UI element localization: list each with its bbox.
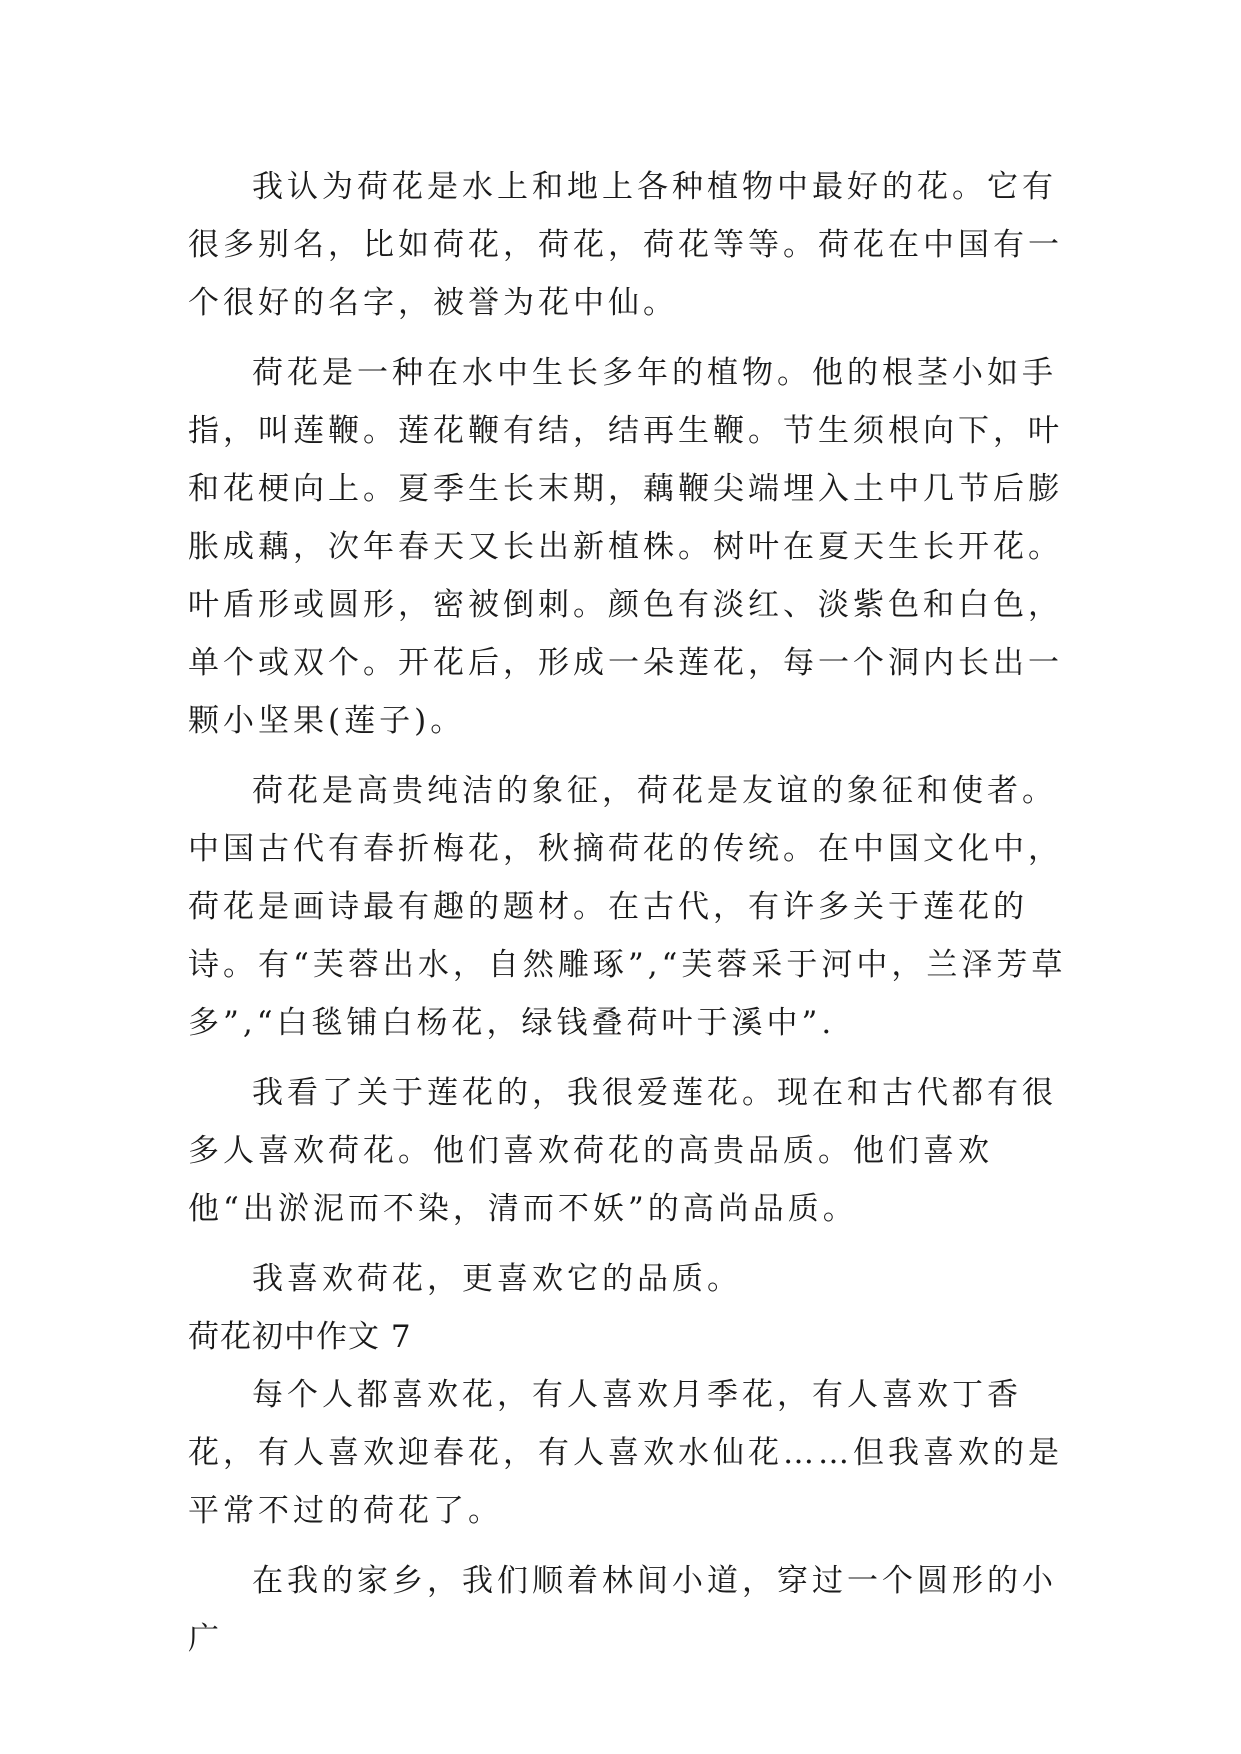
document-body bbox=[188, 158, 1068, 1680]
section-title: 荷花初中作文 7 bbox=[188, 1319, 412, 1355]
paragraph-3: 荷花是高贵纯洁的象征，荷花是友谊的象征和使者。中国古代有春折梅花，秋摘荷花的传统。在中国文化中，荷花是画诗最有趣的题材。在古代，有许多关于莲花的诗。有“芙蓉出水，自然雕琢”,“芙蓉采于河中，兰泽芳草多”,“白毯铺白杨花，绿钱叠荷叶于溪中”. bbox=[188, 773, 1067, 1041]
paragraph-1: 我认为荷花是水上和地上各种植物中最好的花。它有很多别名，比如荷花，荷花，荷花等等。荷花在中国有一个很好的名字，被誉为花中仙。 bbox=[188, 169, 1063, 321]
paragraph-2: 荷花是一种在水中生长多年的植物。他的根茎小如手指，叫莲鞭。莲花鞭有结，结再生鞭。节生须根向下，叶和花梗向上。夏季生长末期，藕鞭尖端埋入土中几节后膨胀成藕，次年春天又长出新植株。树叶在夏天生长开花。叶盾形或圆形，密被倒刺。颜色有淡红、淡紫色和白色，单个或双个。开花后，形成一朵莲花，每一个洞内长出一颗小坚果(莲子)。 bbox=[188, 355, 1063, 739]
section-paragraph-1: 每个人都喜欢花，有人喜欢月季花，有人喜欢丁香花，有人喜欢迎春花，有人喜欢水仙花……但我喜欢的是平常不过的荷花了。 bbox=[188, 1377, 1063, 1529]
section-paragraph-2: 在我的家乡，我们顺着林间小道，穿过一个圆形的小广 bbox=[188, 1563, 1057, 1657]
paragraph-4: 我看了关于莲花的，我很爱莲花。现在和古代都有很多人喜欢荷花。他们喜欢荷花的高贵品质。他们喜欢他“出淤泥而不染，清而不妖”的高尚品质。 bbox=[188, 1075, 1057, 1227]
paragraph-5: 我喜欢荷花，更喜欢它的品质。 bbox=[252, 1261, 742, 1297]
